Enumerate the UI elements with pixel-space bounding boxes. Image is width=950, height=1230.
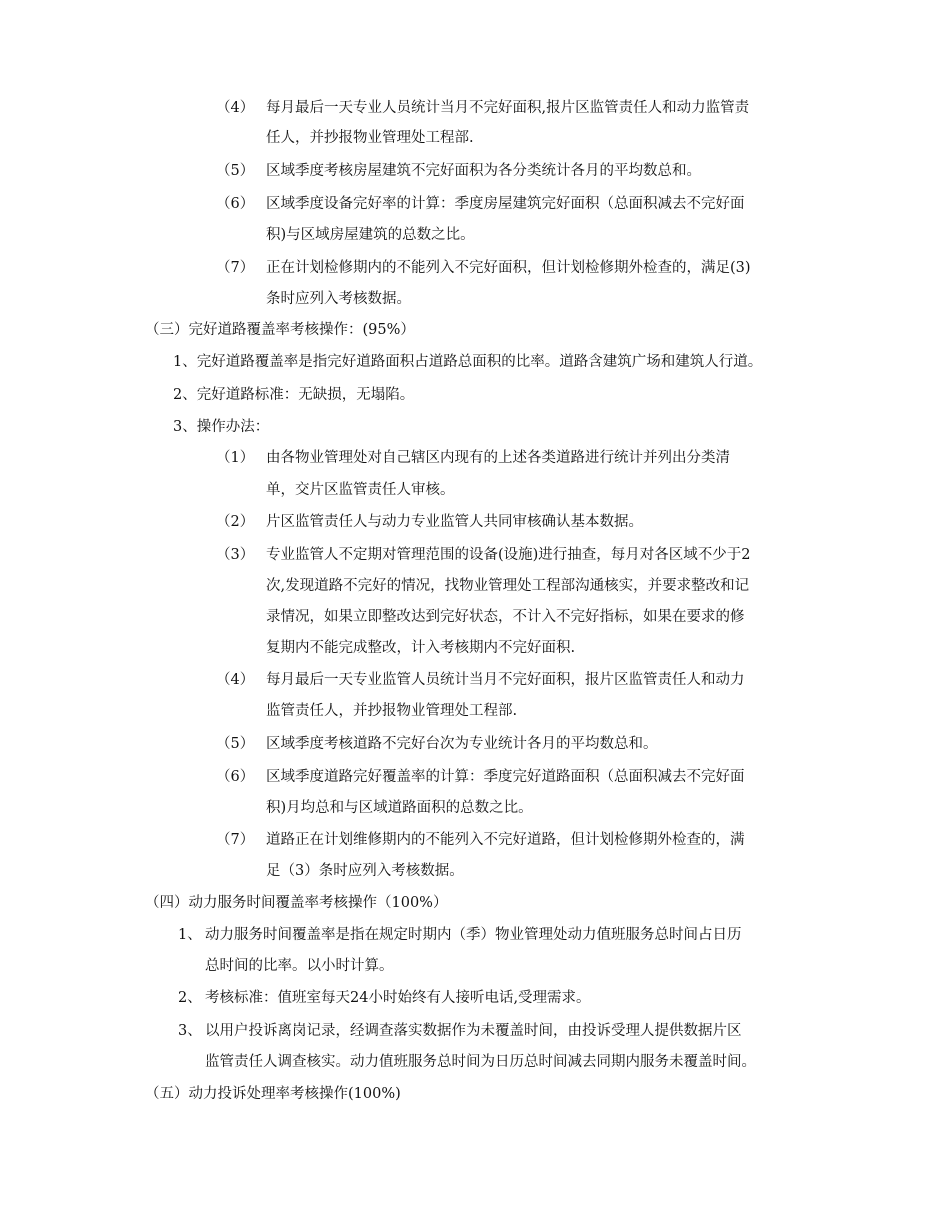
item-text-line: 区域季度设备完好率的计算：季度房屋建筑完好面积（总面积减去不完好面: [266, 196, 745, 212]
paragraph: 1、完好道路覆盖率是指完好道路面积占道路总面积的比率。道路含建筑广场和建筑人行道。: [173, 354, 763, 370]
item-text-line: 积)与区域房屋建筑的总数之比。: [266, 227, 475, 243]
item-number: （4）: [216, 100, 255, 116]
item-number: （5）: [216, 736, 255, 752]
item-text-line: 每月最后一天专业人员统计当月不完好面积,报片区监管责任人和动力监管责: [266, 100, 750, 116]
item-text-line: 任人，并抄报物业管理处工程部.: [266, 130, 474, 146]
item-number: 3、: [178, 1023, 202, 1039]
item-number: （7）: [216, 832, 255, 848]
item-text-line: 每月最后一天专业监管人员统计当月不完好面积，报片区监管责任人和动力: [266, 672, 745, 688]
section-heading: （四）动力服务时间覆盖率考核操作（100%）: [145, 895, 448, 911]
item-text-line: 正在计划检修期内的不能列入不完好面积，但计划检修期外检查的，满足(3): [266, 260, 751, 276]
item-text-line: 专业监管人不定期对管理范围的设备(设施)进行抽查，每月对各区域不少于2: [266, 547, 751, 563]
item-text-line: 区域季度考核房屋建筑不完好面积为各分类统计各月的平均数总和。: [266, 163, 701, 179]
item-number: （5）: [216, 163, 255, 179]
item-number: 2、: [178, 990, 202, 1006]
item-text-line: 片区监管责任人与动力专业监管人共同审核确认基本数据。: [266, 514, 643, 530]
item-text-line: 单，交片区监管责任人审核。: [266, 482, 455, 498]
paragraph: 3、操作办法：: [173, 419, 270, 435]
item-number: （6）: [216, 769, 255, 785]
paragraph: 2、完好道路标准：无缺损，无塌陷。: [173, 387, 415, 403]
item-number: （6）: [216, 196, 255, 212]
item-text-line: 监管责任人调查核实。动力值班服务总时间为日历总时间减去同期内服务未覆盖时间。: [205, 1054, 756, 1070]
item-text-line: 以用户投诉离岗记录，经调查落实数据作为未覆盖时间，由投诉受理人提供数据片区: [205, 1023, 742, 1039]
item-number: （1）: [216, 450, 255, 466]
item-text-line: 足（3）条时应列入考核数据。: [266, 863, 464, 879]
item-number: 1、: [178, 927, 202, 943]
item-number: （4）: [216, 672, 255, 688]
item-text-line: 由各物业管理处对自己辖区内现有的上述各类道路进行统计并列出分类清: [266, 450, 730, 466]
item-text-line: 次,发现道路不完好的情况，找物业管理处工程部沟通核实，并要求整改和记: [266, 578, 750, 594]
section-heading: （五）动力投诉处理率考核操作(100%): [145, 1086, 401, 1102]
item-number: （2）: [216, 514, 255, 530]
item-text-line: 积)月均总和与区域道路面积的总数之比。: [266, 800, 533, 816]
item-number: （7）: [216, 260, 255, 276]
item-number: （3）: [216, 547, 255, 563]
item-text-line: 总时间的比率。以小时计算。: [205, 958, 394, 974]
item-text-line: 区域季度道路完好覆盖率的计算：季度完好道路面积（总面积减去不完好面: [266, 769, 745, 785]
item-text-line: 条时应列入考核数据。: [266, 291, 411, 307]
item-text-line: 录情况，如果立即整改达到完好状态，不计入不完好指标，如果在要求的修: [266, 609, 745, 625]
item-text-line: 监管责任人，并抄报物业管理处工程部.: [266, 703, 518, 719]
item-text-line: 动力服务时间覆盖率是指在规定时期内（季）物业管理处动力值班服务总时间占日历: [205, 927, 742, 943]
item-text-line: 道路正在计划维修期内的不能列入不完好道路，但计划检修期外检查的，满: [266, 832, 745, 848]
item-text-line: 区域季度考核道路不完好台次为专业统计各月的平均数总和。: [266, 736, 658, 752]
item-text-line: 考核标准：值班室每天24小时始终有人接听电话,受理需求。: [205, 990, 591, 1006]
section-heading: （三）完好道路覆盖率考核操作：(95%）: [145, 322, 415, 338]
item-text-line: 复期内不能完成整改，计入考核期内不完好面积.: [266, 640, 576, 656]
